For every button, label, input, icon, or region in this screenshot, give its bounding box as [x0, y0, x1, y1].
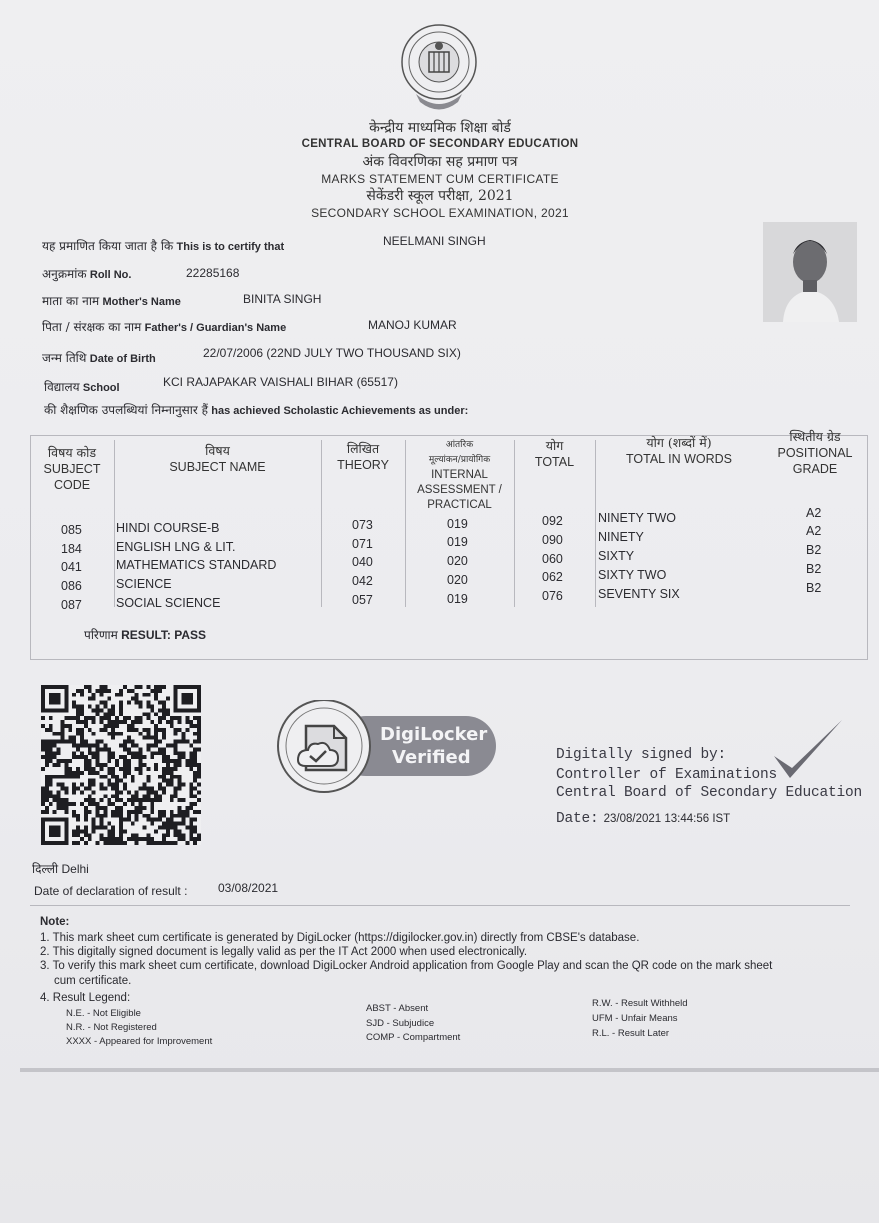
- cell-subject: SCIENCE: [116, 577, 172, 591]
- digilocker-verified-badge: [276, 700, 498, 796]
- school-label: [44, 378, 120, 395]
- signature-date-value: 23/08/2021 13:44:56 IST: [603, 813, 731, 825]
- legend-item: COMP - Compartment: [366, 1032, 461, 1043]
- digilocker-label: DigiLocker: [380, 724, 488, 745]
- cell-code: 085: [61, 523, 82, 537]
- student-name: NEELMANI SINGH: [383, 234, 486, 248]
- checkmark-icon: [768, 716, 848, 786]
- cell-internal: 020: [447, 573, 468, 587]
- father-label: [42, 318, 286, 335]
- declaration-date: 03/08/2021: [218, 881, 279, 895]
- cell-internal: 019: [447, 535, 468, 549]
- header-subject-name: [114, 443, 321, 475]
- divider: [30, 905, 850, 906]
- header-words-english: TOTAL IN WORDS: [625, 452, 733, 466]
- dob-label: [42, 349, 156, 366]
- school-label-hindi: विद्यालय: [44, 380, 80, 394]
- header-ia-hindi-2: मूल्यांकन/प्रायोगिक: [428, 455, 491, 465]
- cell-code: 087: [61, 598, 82, 612]
- dob-label-english: Date of Birth: [89, 353, 156, 365]
- exam-name-english: SECONDARY SCHOOL EXAMINATION, 2021: [311, 206, 569, 220]
- cell-words: SEVENTY SIX: [598, 587, 680, 601]
- cell-words: SIXTY TWO: [598, 568, 667, 582]
- school-label-english: School: [82, 382, 120, 394]
- cell-total: 062: [542, 570, 563, 584]
- mother-label: [42, 292, 181, 309]
- roll-label: [42, 265, 131, 282]
- document-title-english: MARKS STATEMENT CUM CERTIFICATE: [321, 172, 559, 186]
- result-label-hindi: परिणाम: [84, 628, 118, 642]
- cell-subject: HINDI COURSE-B: [116, 521, 220, 535]
- roll-label-hindi: अनुक्रमांक: [42, 267, 87, 281]
- header-internal-assessment: [405, 438, 514, 513]
- cell-grade: A2: [806, 524, 822, 538]
- mother-label-hindi: माता का नाम: [42, 294, 100, 308]
- header-positional-grade: [763, 429, 867, 477]
- cell-subject: MATHEMATICS STANDARD: [116, 558, 277, 572]
- date-of-birth: 22/07/2006 (22ND JULY TWO THOUSAND SIX): [203, 346, 461, 360]
- certify-label-english: This is to certify that: [176, 241, 285, 253]
- legend-item: R.L. - Result Later: [592, 1028, 670, 1039]
- signature-date-label: Date:: [556, 811, 599, 827]
- header-name-english: SUBJECT NAME: [169, 460, 266, 474]
- board-name-hindi: केन्द्रीय माध्यमिक शिक्षा बोर्ड: [369, 120, 511, 136]
- note-item: 3. To verify this mark sheet cum certificate, download DigiLocker Android application from Google Play and scan the QR code on the mark sheet: [40, 960, 773, 972]
- cell-internal: 020: [447, 554, 468, 568]
- header-theory-hindi: लिखित: [346, 441, 380, 456]
- document-title-hindi: अंक विवरणिका सह प्रमाण पत्र: [362, 154, 518, 170]
- mother-label-english: Mother's Name: [102, 296, 181, 308]
- cell-grade: B2: [806, 543, 822, 557]
- place-english: Delhi: [61, 862, 89, 876]
- cell-grade: B2: [806, 581, 822, 595]
- achievements-label-hindi: की शैक्षणिक उपलब्धियां निम्नानुसार हैं: [44, 403, 208, 417]
- header-grade-hindi: स्थितीय ग्रेड: [789, 429, 841, 444]
- cell-words: SIXTY: [598, 549, 635, 563]
- cell-theory: 040: [352, 555, 373, 569]
- signature-date: [556, 807, 730, 827]
- signer-organization: Central Board of Secondary Education: [556, 785, 863, 801]
- legend-item: R.W. - Result Withheld: [592, 998, 688, 1009]
- verified-label: Verified: [392, 747, 471, 768]
- header-ia-line1: INTERNAL: [431, 469, 488, 481]
- header-total: [514, 438, 595, 470]
- header-code-hindi: विषय कोड: [47, 445, 97, 460]
- signer-title: Controller of Examinations: [556, 767, 778, 783]
- achievements-label: [44, 401, 468, 418]
- place-hindi: दिल्ली: [32, 862, 59, 876]
- note-item: 4. Result Legend:: [40, 992, 131, 1004]
- student-photo: [763, 222, 857, 322]
- header-total-in-words: [595, 435, 763, 467]
- legend-item: N.R. - Not Registered: [66, 1022, 157, 1033]
- header-theory-english: THEORY: [337, 458, 389, 472]
- header-subject-code: [30, 445, 114, 493]
- header-theory: [321, 441, 405, 473]
- declaration-date-label: Date of declaration of result :: [34, 884, 188, 898]
- header-ia-hindi-1: आंतरिक: [445, 440, 474, 450]
- cell-internal: 019: [447, 592, 468, 606]
- notes-title: Note:: [40, 916, 70, 928]
- result-label-english: RESULT: PASS: [121, 628, 207, 642]
- achievements-label-english: has achieved Scholastic Achievements as under:: [211, 405, 469, 417]
- cell-code: 184: [61, 542, 82, 556]
- cell-subject: SOCIAL SCIENCE: [116, 596, 221, 610]
- note-item: cum certificate.: [54, 975, 132, 987]
- digital-signature-box: [540, 712, 863, 838]
- cell-total: 090: [542, 533, 563, 547]
- certify-label-hindi: यह प्रमाणित किया जाता है कि: [42, 239, 174, 253]
- signed-by-label: Digitally signed by:: [556, 747, 727, 763]
- cell-total: 076: [542, 589, 563, 603]
- father-label-english: Father's / Guardian's Name: [144, 322, 287, 334]
- cell-theory: 042: [352, 574, 373, 588]
- cell-grade: A2: [806, 506, 822, 520]
- father-label-hindi: पिता / संरक्षक का नाम: [42, 320, 142, 334]
- header-grade-line1: POSITIONAL: [777, 446, 853, 460]
- qr-code[interactable]: [40, 685, 202, 845]
- cell-internal: 019: [447, 517, 468, 531]
- cell-total: 092: [542, 514, 563, 528]
- school-name: KCI RAJAPAKAR VAISHALI BIHAR (65517): [163, 375, 398, 389]
- notes-section: [32, 912, 850, 1048]
- cell-grade: B2: [806, 562, 822, 576]
- legend-item: N.E. - Not Eligible: [66, 1008, 141, 1019]
- legend-item: XXXX - Appeared for Improvement: [66, 1036, 213, 1047]
- cell-code: 041: [61, 560, 82, 574]
- cell-code: 086: [61, 579, 82, 593]
- mother-name: BINITA SINGH: [243, 292, 322, 306]
- cell-words: NINETY: [598, 530, 644, 544]
- cbse-emblem-icon: [398, 22, 480, 114]
- cell-theory: 071: [352, 537, 373, 551]
- legend-item: UFM - Unfair Means: [592, 1013, 678, 1024]
- header-name-hindi: विषय: [205, 443, 230, 458]
- cell-total: 060: [542, 552, 563, 566]
- roll-number: 22285168: [186, 266, 240, 280]
- header-total-hindi: योग: [545, 438, 564, 453]
- dob-label-hindi: जन्म तिथि: [42, 351, 87, 365]
- note-item: 1. This mark sheet cum certificate is generated by DigiLocker (https://digilocker.gov.in) directly from CBSE's database.: [40, 932, 640, 944]
- result-status: [84, 626, 206, 643]
- cell-theory: 057: [352, 593, 373, 607]
- header-words-hindi: योग (शब्दों में): [646, 435, 712, 450]
- bottom-rule: [20, 1068, 879, 1072]
- header-code-line1: SUBJECT: [43, 462, 101, 476]
- legend-item: ABST - Absent: [366, 1003, 429, 1014]
- board-name-english: CENTRAL BOARD OF SECONDARY EDUCATION: [301, 138, 579, 150]
- cell-subject: ENGLISH LNG & LIT.: [116, 540, 236, 554]
- legend-item: SJD - Subjudice: [366, 1018, 435, 1029]
- certify-label: [42, 237, 284, 254]
- header-grade-line2: GRADE: [792, 462, 838, 476]
- header-ia-line2: ASSESSMENT /: [417, 484, 502, 496]
- header-ia-line3: PRACTICAL: [427, 499, 492, 511]
- header-total-english: TOTAL: [534, 455, 575, 469]
- place: [32, 860, 89, 877]
- roll-label-english: Roll No.: [89, 269, 132, 281]
- cell-theory: 073: [352, 518, 373, 532]
- header-code-line2: CODE: [53, 478, 91, 492]
- exam-name-hindi: सेकेंडरी स्कूल परीक्षा, 2021: [366, 188, 514, 204]
- cell-words: NINETY TWO: [598, 511, 677, 525]
- father-name: MANOJ KUMAR: [368, 318, 457, 332]
- note-item: 2. This digitally signed document is legally valid as per the IT Act 2000 when used electronically.: [40, 946, 528, 958]
